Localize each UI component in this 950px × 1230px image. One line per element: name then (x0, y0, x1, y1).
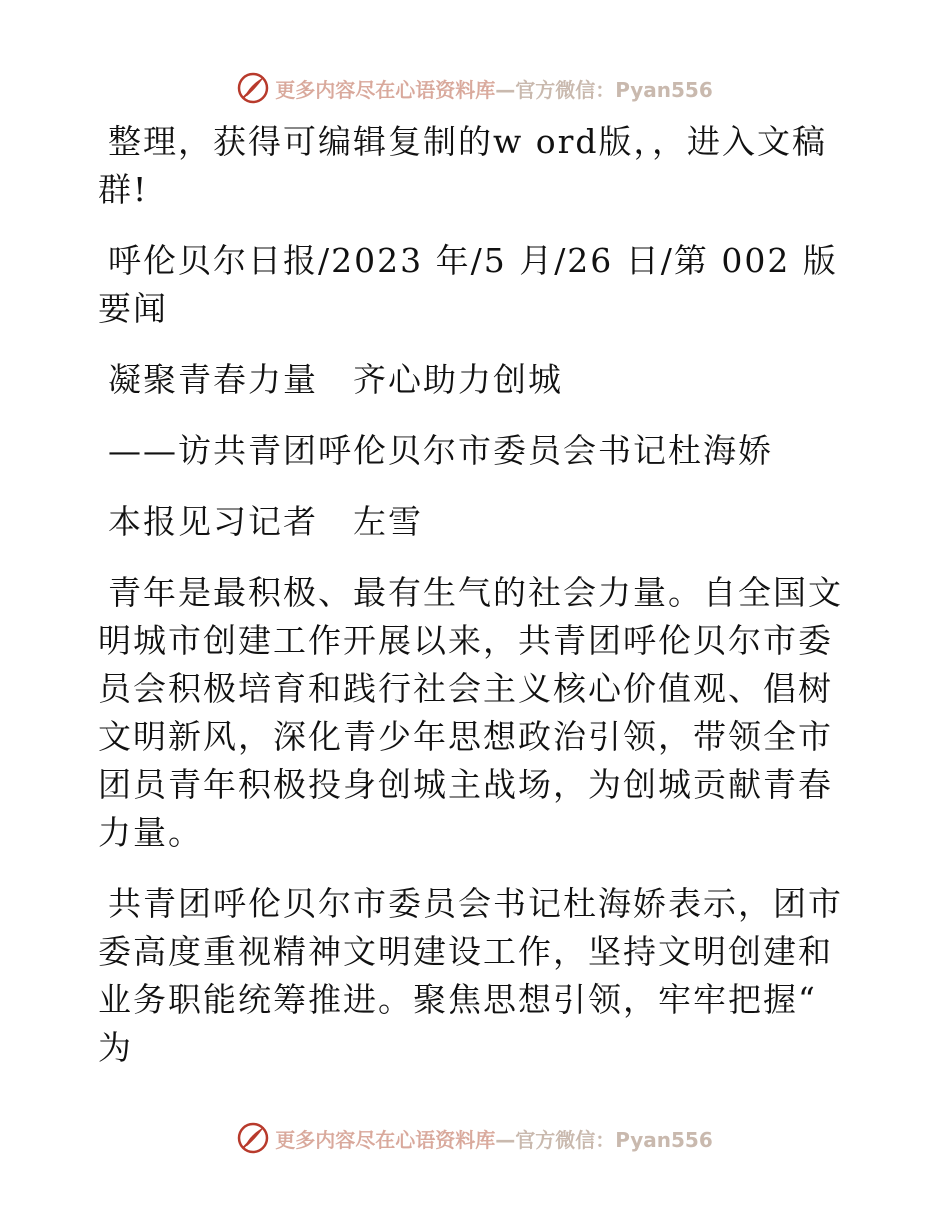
byline: 本报见习记者 左雪 (108, 502, 423, 541)
quill-logo-icon (237, 1122, 269, 1154)
header-watermark (0, 72, 950, 104)
quill-logo-icon (237, 72, 269, 104)
intro-paragraph: 整理，获得可编辑复制的w ord版，，进入文稿群! (98, 122, 828, 209)
article-subtitle: ——访共青团呼伦贝尔市委员会书记杜海娇 (108, 431, 773, 470)
article-title: 凝聚青春力量 齐心助力创城 (108, 360, 563, 399)
watermark-text (275, 1124, 713, 1153)
body-paragraph: 青年是最积极、最有生气的社会力量。自全国文明城市创建工作开展以来，共青团呼伦贝尔市委员会积极培育和践行社会主义核心价值观、倡树文明新风，深化青少年思想政治引领，带领全市团员青年积极投身创城主战场，为创城贡献青春力量。 (98, 573, 843, 852)
watermark-contact: —官方微信：Pyan556 (495, 1127, 713, 1152)
watermark-text (275, 74, 713, 103)
body-paragraph: 共青团呼伦贝尔市委员会书记杜海娇表示，团市委高度重视精神文明建设工作，坚持文明创建和业务职能统筹推进。聚焦思想引领，牢牢把握“ 为 (98, 884, 843, 1067)
watermark-brand: 更多内容尽在心语资料库 (275, 1127, 496, 1152)
source-line: 呼伦贝尔日报/2023 年/5 月/26 日/第 002 版要闻 (98, 241, 838, 328)
watermark-contact: —官方微信：Pyan556 (495, 77, 713, 102)
watermark-brand: 更多内容尽在心语资料库 (275, 77, 496, 102)
footer-watermark (0, 1122, 950, 1154)
document-body (98, 118, 850, 1095)
